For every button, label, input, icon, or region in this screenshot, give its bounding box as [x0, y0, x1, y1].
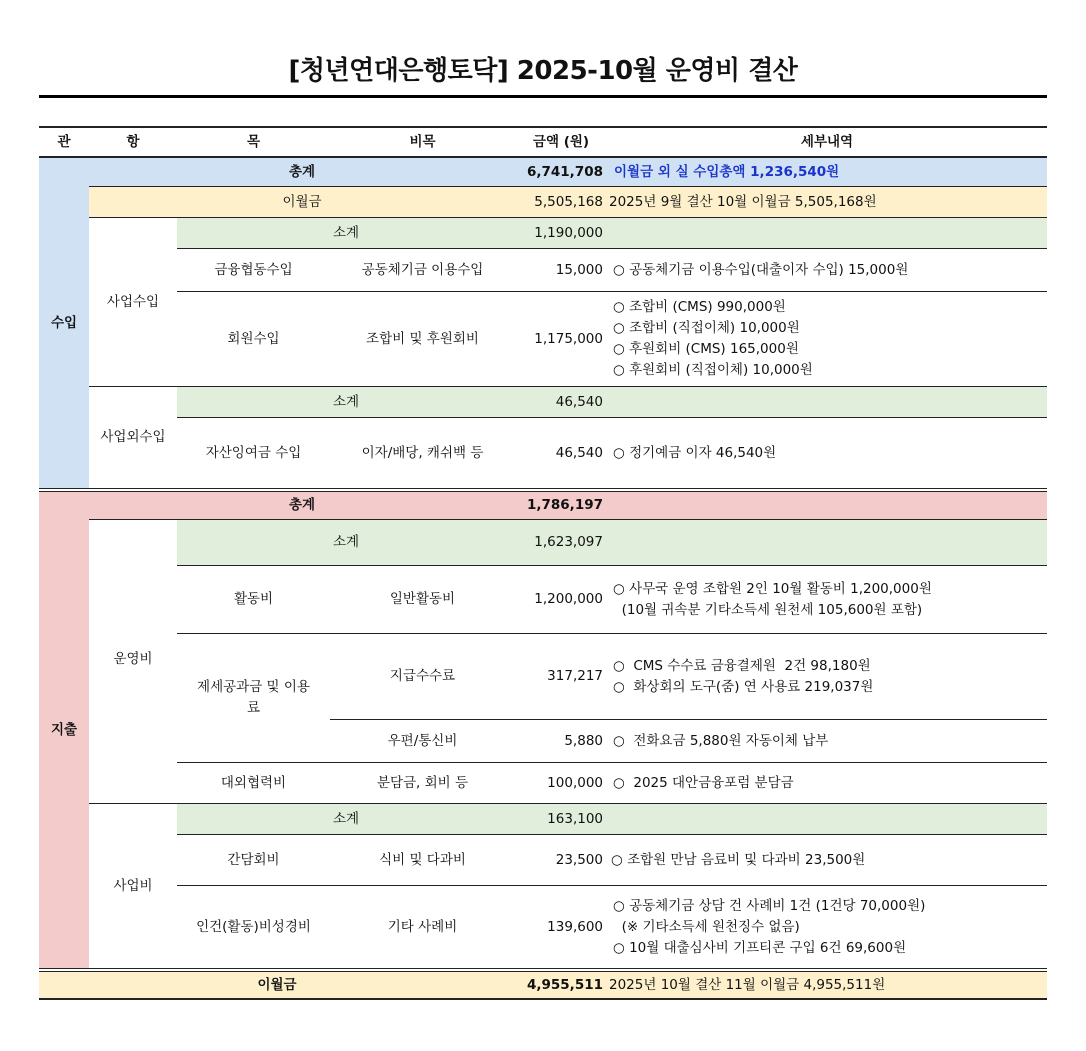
header-mok: 목	[246, 133, 261, 150]
expense-ops-bimok-2: 지급수수료	[389, 668, 456, 684]
expense-ops-mok-2: 제세공과금 및 이용료	[197, 679, 310, 716]
detail-line: ○ CMS 수수료 금융결제원 2건 98,180원	[613, 657, 871, 674]
expense-biz-subtotal-label: 소계	[177, 804, 515, 834]
expense-biz-bimok-1: 식비 및 다과비	[379, 851, 466, 868]
income-total-note-text: 이월금 외 실 수입총액 1,236,540원	[614, 163, 840, 180]
expense-biz-subtotal-note	[607, 804, 1047, 834]
detail-line: ○ 공동체기금 상담 건 사례비 1건 (1건당 70,000원)	[613, 897, 926, 914]
expense-total-amount: 1,786,197	[515, 492, 607, 519]
header-hang: 항	[126, 133, 140, 150]
expense-ops-mok-4: 대외협력비	[220, 774, 287, 791]
detail-line: ○ 전화요금 5,880원 자동이체 납부	[613, 732, 829, 749]
income-nonbiz-subtotal-label: 소계	[177, 387, 515, 417]
income-biz-detail-1	[613, 249, 1047, 291]
detail-line: ○ 정기예금 이자 46,540원	[613, 444, 777, 461]
income-biz-amount-1: 15,000	[555, 261, 603, 278]
income-total-label: 총계	[89, 158, 515, 186]
title-divider	[39, 95, 1047, 98]
expense-ops-label	[89, 520, 177, 803]
expense-ops-amount-3: 5,880	[564, 732, 603, 749]
expense-biz-amount-1: 23,500	[555, 851, 603, 868]
detail-line: ○ 공동체기금 이용수입(대출이자 수입) 15,000원	[613, 261, 909, 278]
section-divider	[39, 488, 1047, 489]
table-bottom-border	[39, 998, 1047, 1000]
expense-biz-subtotal-amount: 163,100	[515, 804, 607, 834]
detail-line: ○ 사무국 운영 조합원 2인 10월 활동비 1,200,000원	[613, 580, 932, 597]
income-total-note	[607, 158, 1047, 186]
detail-line: ○ 후원회비 (CMS) 165,000원	[613, 341, 799, 357]
income-biz-mok-1: 금융협동수입	[214, 261, 293, 278]
income-biz-bimok-2: 조합비 및 후원회비	[366, 330, 479, 347]
income-biz-mok-2: 회원수입	[227, 330, 280, 347]
header-gwan: 관	[57, 133, 71, 150]
carryover-note: 2025년 10월 결산 11월 이월금 4,955,511원	[607, 972, 1047, 998]
income-biz-label: 사업수입	[89, 218, 177, 386]
page-title: [청년연대은행토닥] 2025-10월 운영비 결산	[288, 56, 798, 86]
income-biz-detail-2	[613, 292, 1047, 386]
income-total-amount: 6,741,708	[515, 158, 607, 186]
expense-ops-amount-2: 317,217	[547, 668, 603, 684]
income-biz-bimok-1: 공동체기금 이용수입	[361, 261, 484, 278]
expense-biz-detail-2	[613, 886, 1047, 968]
detail-line: (10월 귀속분 기타소득세 원천세 105,600원 포함)	[613, 601, 923, 618]
expense-ops-subtotal-amount: 1,623,097	[515, 520, 607, 565]
income-carry-label: 이월금	[89, 187, 515, 217]
income-biz-amount-2: 1,175,000	[534, 330, 603, 347]
detail-line: (※ 기타소득세 원천징수 없음)	[613, 918, 800, 935]
section-divider	[39, 968, 1047, 969]
expense-ops-subtotal-note	[607, 520, 1047, 565]
expense-biz-bimok-2: 기타 사례비	[387, 918, 458, 935]
expense-ops-bimok-3: 우편/통신비	[387, 732, 458, 749]
income-nonbiz-label: 사업외수입	[100, 429, 166, 445]
income-biz-subtotal-amount: 1,190,000	[515, 218, 607, 248]
expense-ops-detail-4	[613, 763, 1047, 803]
income-nonbiz-subtotal-amount: 46,540	[515, 387, 607, 417]
income-carry-note: 2025년 9월 결산 10월 이월금 5,505,168원	[607, 187, 1047, 217]
header-bimok: 비목	[409, 133, 436, 150]
detail-line: ○ 조합원 만남 음료비 및 다과비 23,500원	[611, 851, 866, 868]
expense-total-note	[607, 492, 1047, 519]
expense-ops-detail-3	[613, 720, 1047, 762]
expense-biz-mok-1: 간담회비	[227, 851, 280, 868]
carryover-amount: 4,955,511	[515, 972, 607, 998]
expense-ops-bimok-4: 분담금, 회비 등	[376, 774, 469, 791]
income-nonbiz-subtotal-note	[607, 387, 1047, 417]
detail-line: ○ 10월 대출심사비 기프티콘 구입 6건 69,600원	[613, 939, 907, 956]
income-carry-amount: 5,505,168	[515, 187, 607, 217]
expense-ops-bimok-1: 일반활동비	[389, 591, 456, 607]
carryover-label: 이월금	[39, 972, 515, 998]
expense-biz-label: 사업비	[113, 877, 153, 894]
header-detail: 세부내역	[800, 133, 854, 150]
expense-ops-subtotal-label: 소계	[177, 520, 515, 565]
income-biz-subtotal-note	[607, 218, 1047, 248]
detail-line: ○ 화상회의 도구(줌) 연 사용료 219,037원	[613, 678, 874, 695]
header-amount: 금액 (원)	[532, 133, 590, 150]
income-gwan-label: 수입	[39, 158, 89, 488]
expense-ops-amount-4: 100,000	[547, 774, 603, 791]
expense-ops-detail-2	[613, 634, 1047, 719]
detail-line: ○ 조합비 (직접이체) 10,000원	[613, 320, 800, 336]
expense-ops-label-text: 운영비	[113, 651, 153, 667]
income-nonbiz-amount-1: 46,540	[555, 444, 603, 461]
detail-line: ○ 조합비 (CMS) 990,000원	[613, 299, 786, 315]
expense-biz-detail-1	[611, 835, 1047, 885]
expense-ops-mok-1: 활동비	[233, 591, 274, 607]
income-nonbiz-mok-1: 자산잉여금 수입	[205, 444, 302, 461]
expense-ops-amount-1: 1,200,000	[534, 591, 603, 607]
income-nonbiz-bimok-1: 이자/배당, 캐쉬백 등	[361, 444, 484, 461]
expense-ops-detail-1	[613, 566, 1047, 633]
expense-biz-amount-2: 139,600	[547, 918, 603, 935]
income-biz-subtotal-label: 소계	[177, 218, 515, 248]
expense-gwan-label: 지출	[39, 492, 89, 968]
expense-biz-mok-2: 인건(활동)비성경비	[196, 918, 311, 935]
detail-line: ○ 후원회비 (직접이체) 10,000원	[613, 362, 813, 378]
income-nonbiz-detail-1	[613, 418, 1047, 488]
expense-total-label: 총계	[89, 492, 515, 519]
detail-line: ○ 2025 대안금융포럼 분담금	[613, 774, 794, 791]
